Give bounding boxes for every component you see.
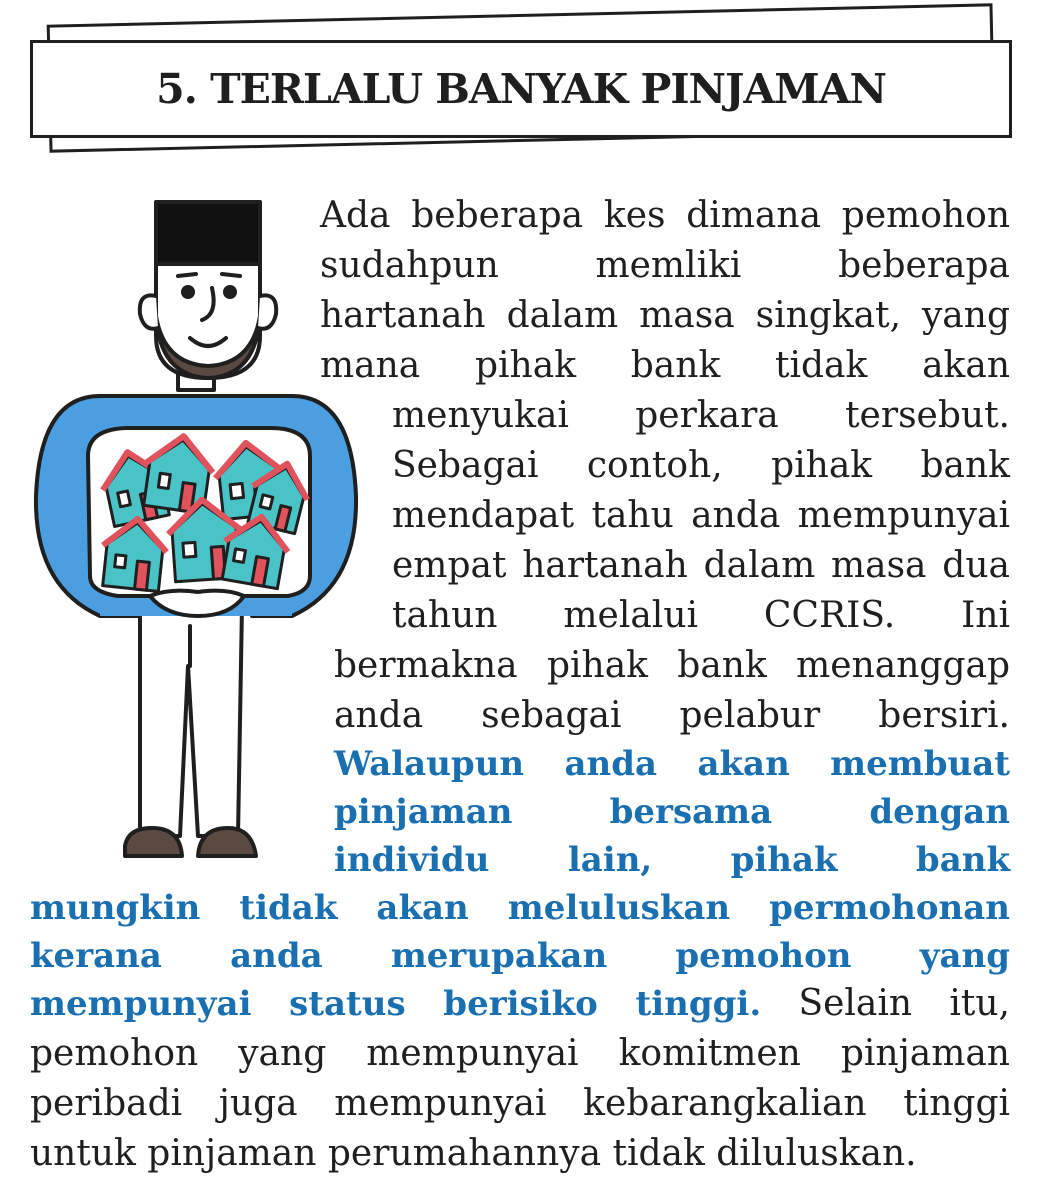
highlight-line: mungkin tidak akan meluluskan permohonan bbox=[30, 888, 1010, 928]
paragraph-line: bermakna pihak bank menanggap bbox=[334, 645, 1010, 686]
paragraph-line: empat hartanah dalam masa dua bbox=[392, 545, 1010, 586]
paragraph-line: anda sebagai pelabur bersiri. bbox=[334, 695, 1010, 736]
paragraph-line: hartanah dalam masa singkat, yang bbox=[320, 295, 1010, 336]
page-title: 5. TERLALU BANYAK PINJAMAN bbox=[156, 65, 886, 113]
highlight-line: kerana anda merupakan pemohon yang bbox=[30, 936, 1010, 976]
man-holding-houses-illustration bbox=[30, 196, 370, 876]
paragraph-line: peribadi juga mempunyai kebarangkalian tinggi bbox=[30, 1083, 1010, 1124]
highlight-text: mempunyai status berisiko tinggi. bbox=[30, 984, 762, 1024]
paragraph-line-mixed bbox=[30, 980, 1010, 1028]
paragraph-line: untuk pinjaman perumahannya tidak diluluskan. bbox=[30, 1133, 917, 1174]
paragraph-line: mana pihak bank tidak akan bbox=[320, 345, 1010, 386]
paragraph-line: Ada beberapa kes dimana pemohon bbox=[320, 195, 1010, 236]
title-banner bbox=[30, 40, 1012, 138]
highlight-line: pinjaman bersama dengan bbox=[334, 792, 1010, 832]
paragraph-line: tahun melalui CCRIS. Ini bbox=[392, 595, 1010, 636]
paragraph-line: sudahpun memliki beberapa bbox=[320, 245, 1010, 286]
paragraph-line: mendapat tahu anda mempunyai bbox=[392, 495, 1010, 536]
highlight-line: individu lain, pihak bank bbox=[334, 840, 1010, 880]
paragraph-line: Sebagai contoh, pihak bank bbox=[392, 445, 1010, 486]
paragraph-line: menyukai perkara tersebut. bbox=[392, 395, 1010, 436]
paragraph-line: pemohon yang mempunyai komitmen pinjaman bbox=[30, 1033, 1010, 1074]
paragraph-text: Selain itu, bbox=[798, 983, 1010, 1024]
highlight-line: Walaupun anda akan membuat bbox=[334, 744, 1010, 784]
